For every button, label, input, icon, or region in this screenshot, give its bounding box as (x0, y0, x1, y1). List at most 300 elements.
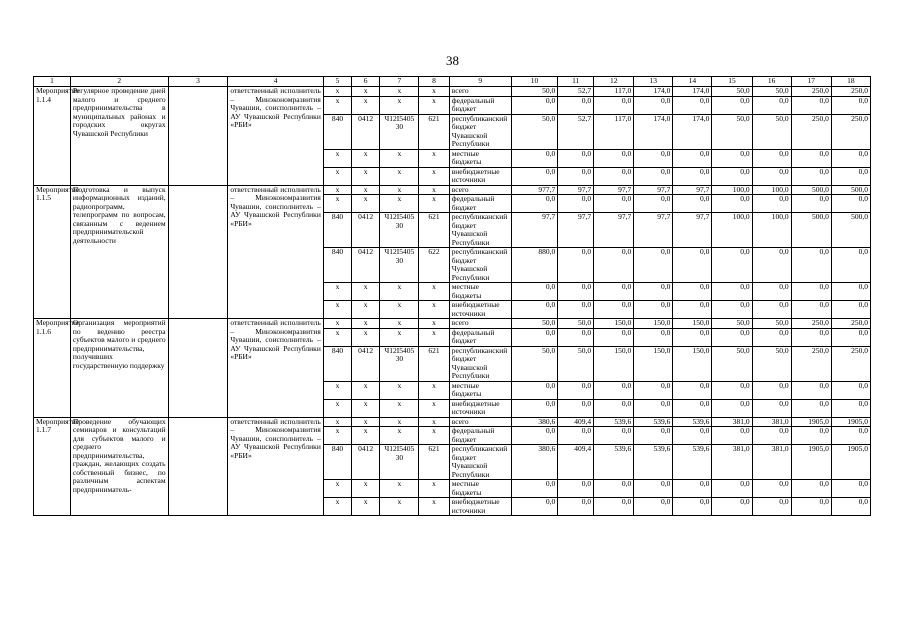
value-cell: 174,0 (634, 114, 673, 149)
code-cell: x (352, 87, 380, 97)
value-cell: 0,0 (634, 149, 673, 167)
value-cell: 0,0 (791, 427, 831, 445)
value-cell: 0,0 (594, 381, 634, 399)
code-cell: x (380, 399, 419, 417)
value-cell: 0,0 (791, 328, 831, 346)
value-cell: 174,0 (673, 114, 712, 149)
value-cell: 0,0 (673, 427, 712, 445)
funding-source: внебюджетные источники (449, 399, 511, 417)
value-cell: 0,0 (634, 301, 673, 319)
value-cell: 50,0 (752, 319, 791, 329)
value-cell: 0,0 (752, 96, 791, 114)
value-cell: 380,6 (511, 445, 558, 480)
value-cell: 50,0 (511, 87, 558, 97)
value-cell: 539,6 (634, 445, 673, 480)
executor-cell: ответственный исполнитель – Минэкономразвития Чувашии, соисполнитель – АУ Чувашской Республики «РБИ» (228, 417, 324, 516)
value-cell: 97,7 (634, 185, 673, 195)
value-cell: 0,0 (831, 328, 870, 346)
code-cell: x (352, 498, 380, 516)
value-cell: 97,7 (673, 213, 712, 248)
code-cell: x (352, 149, 380, 167)
value-cell: 0,0 (594, 498, 634, 516)
value-cell: 0,0 (558, 328, 594, 346)
value-cell: 0,0 (712, 399, 752, 417)
code-cell: x (419, 381, 449, 399)
value-cell: 0,0 (594, 195, 634, 213)
value-cell: 100,0 (712, 185, 752, 195)
value-cell: 0,0 (752, 195, 791, 213)
value-cell: 500,0 (791, 185, 831, 195)
value-cell: 0,0 (594, 149, 634, 167)
value-cell: 250,0 (791, 346, 831, 381)
code-cell: x (419, 167, 449, 185)
value-cell: 0,0 (594, 328, 634, 346)
value-cell: 0,0 (673, 399, 712, 417)
value-cell: 0,0 (791, 96, 831, 114)
value-cell: 0,0 (673, 283, 712, 301)
code-cell: x (352, 96, 380, 114)
funding-source: местные бюджеты (449, 381, 511, 399)
value-cell: 0,0 (558, 301, 594, 319)
code-cell: 0412 (352, 213, 380, 248)
value-cell: 0,0 (634, 283, 673, 301)
value-cell: 250,0 (791, 319, 831, 329)
activity-label: Мероприятие 1.1.4 (34, 87, 71, 186)
value-cell: 0,0 (511, 195, 558, 213)
value-cell: 0,0 (634, 248, 673, 283)
value-cell: 0,0 (752, 149, 791, 167)
value-cell: 0,0 (712, 283, 752, 301)
empty-cell (168, 417, 228, 516)
code-cell: x (352, 417, 380, 427)
value-cell: 0,0 (673, 149, 712, 167)
code-cell: 0412 (352, 445, 380, 480)
value-cell: 100,0 (752, 213, 791, 248)
code-cell: 840 (323, 248, 351, 283)
header-cell: 10 (511, 77, 558, 87)
value-cell: 250,0 (831, 87, 870, 97)
value-cell: 97,7 (594, 213, 634, 248)
code-cell: x (323, 319, 351, 329)
code-cell: Ч12I5405 30 (380, 213, 419, 248)
value-cell: 381,0 (752, 417, 791, 427)
value-cell: 0,0 (634, 381, 673, 399)
value-cell: 0,0 (831, 498, 870, 516)
code-cell: x (352, 381, 380, 399)
value-cell: 50,0 (511, 114, 558, 149)
value-cell: 0,0 (594, 167, 634, 185)
value-cell: 150,0 (634, 346, 673, 381)
value-cell: 0,0 (558, 248, 594, 283)
value-cell: 0,0 (712, 195, 752, 213)
code-cell: 840 (323, 445, 351, 480)
value-cell: 0,0 (831, 301, 870, 319)
value-cell: 381,0 (712, 417, 752, 427)
code-cell: x (380, 149, 419, 167)
code-cell: x (352, 301, 380, 319)
value-cell: 0,0 (791, 498, 831, 516)
value-cell: 0,0 (712, 381, 752, 399)
activity-label: Мероприятие 1.1.7 (34, 417, 71, 516)
value-cell: 0,0 (511, 480, 558, 498)
code-cell: 621 (419, 213, 449, 248)
value-cell: 117,0 (594, 114, 634, 149)
code-cell: x (352, 427, 380, 445)
value-cell: 100,0 (752, 185, 791, 195)
value-cell: 50,0 (752, 114, 791, 149)
code-cell: x (419, 149, 449, 167)
funding-source: всего (449, 87, 511, 97)
header-cell: 18 (831, 77, 870, 87)
funding-source: федеральный бюджет (449, 195, 511, 213)
code-cell: x (380, 498, 419, 516)
value-cell: 0,0 (511, 301, 558, 319)
activity-description: Организация мероприятий по ведению реестра субъектов малого и среднего предпринимательства, получивших государственную поддержку (70, 319, 168, 418)
code-cell: x (323, 498, 351, 516)
code-cell: x (323, 96, 351, 114)
code-cell: Ч12I5405 30 (380, 346, 419, 381)
code-cell: Ч12I5405 30 (380, 445, 419, 480)
value-cell: 1905,0 (831, 445, 870, 480)
code-cell: x (419, 480, 449, 498)
code-cell: x (352, 283, 380, 301)
value-cell: 0,0 (558, 480, 594, 498)
value-cell: 0,0 (831, 381, 870, 399)
value-cell: 0,0 (594, 399, 634, 417)
code-cell: 0412 (352, 114, 380, 149)
value-cell: 0,0 (673, 498, 712, 516)
table-row (34, 87, 871, 97)
value-cell: 500,0 (831, 185, 870, 195)
code-cell: x (323, 195, 351, 213)
code-cell: x (323, 167, 351, 185)
value-cell: 0,0 (752, 283, 791, 301)
value-cell: 0,0 (712, 328, 752, 346)
code-cell: x (380, 96, 419, 114)
value-cell: 0,0 (673, 381, 712, 399)
value-cell: 0,0 (634, 480, 673, 498)
value-cell: 0,0 (558, 381, 594, 399)
value-cell: 0,0 (673, 96, 712, 114)
value-cell: 250,0 (791, 114, 831, 149)
value-cell: 0,0 (511, 381, 558, 399)
value-cell: 97,7 (673, 185, 712, 195)
code-cell: x (323, 427, 351, 445)
header-cell: 7 (380, 77, 419, 87)
value-cell: 0,0 (712, 167, 752, 185)
value-cell: 174,0 (673, 87, 712, 97)
code-cell: x (380, 381, 419, 399)
page-number: 38 (446, 53, 459, 68)
activity-description: Проведение обучающих семинаров и консультаций для субъектов малого и среднего предпринимательства, граждан, желающих создать собственный бизнес, по различным аспектам предприниматель- (70, 417, 168, 516)
value-cell: 0,0 (712, 149, 752, 167)
code-cell: x (323, 328, 351, 346)
value-cell: 0,0 (673, 195, 712, 213)
code-cell: x (323, 399, 351, 417)
value-cell: 0,0 (752, 167, 791, 185)
value-cell: 539,6 (673, 417, 712, 427)
value-cell: 50,0 (511, 319, 558, 329)
value-cell: 97,7 (558, 213, 594, 248)
value-cell: 0,0 (712, 480, 752, 498)
value-cell: 97,7 (511, 213, 558, 248)
value-cell: 150,0 (673, 346, 712, 381)
code-cell: x (380, 319, 419, 329)
code-cell: x (419, 417, 449, 427)
funding-source: республиканский бюджет Чувашской Республики (449, 445, 511, 480)
value-cell: 117,0 (594, 87, 634, 97)
value-cell: 0,0 (752, 301, 791, 319)
code-cell: x (419, 301, 449, 319)
header-row (34, 77, 871, 87)
empty-cell (168, 319, 228, 418)
value-cell: 250,0 (831, 114, 870, 149)
code-cell: 621 (419, 346, 449, 381)
activity-label: Мероприятие 1.1.6 (34, 319, 71, 418)
funding-source: всего (449, 185, 511, 195)
value-cell: 0,0 (594, 427, 634, 445)
code-cell: x (380, 480, 419, 498)
value-cell: 0,0 (634, 399, 673, 417)
value-cell: 0,0 (594, 248, 634, 283)
value-cell: 0,0 (831, 167, 870, 185)
value-cell: 0,0 (712, 96, 752, 114)
executor-cell: ответственный исполнитель – Минэкономразвития Чувашии, соисполнитель – АУ Чувашской Республики «РБИ» (228, 87, 324, 186)
value-cell: 1905,0 (831, 417, 870, 427)
value-cell: 50,0 (511, 346, 558, 381)
value-cell: 0,0 (558, 283, 594, 301)
value-cell: 150,0 (594, 346, 634, 381)
value-cell: 0,0 (791, 399, 831, 417)
funding-source: местные бюджеты (449, 149, 511, 167)
value-cell: 0,0 (752, 248, 791, 283)
code-cell: x (380, 185, 419, 195)
value-cell: 380,6 (511, 417, 558, 427)
code-cell: 840 (323, 346, 351, 381)
value-cell: 0,0 (752, 480, 791, 498)
value-cell: 880,0 (511, 248, 558, 283)
value-cell: 0,0 (673, 167, 712, 185)
code-cell: x (380, 427, 419, 445)
code-cell: x (323, 417, 351, 427)
value-cell: 539,6 (594, 445, 634, 480)
code-cell: 0412 (352, 248, 380, 283)
value-cell: 0,0 (634, 498, 673, 516)
code-cell: Ч12I5405 30 (380, 248, 419, 283)
value-cell: 0,0 (558, 96, 594, 114)
code-cell: x (419, 96, 449, 114)
code-cell: x (380, 301, 419, 319)
code-cell: x (323, 283, 351, 301)
value-cell: 0,0 (634, 195, 673, 213)
code-cell: x (419, 427, 449, 445)
code-cell: Ч12I5405 30 (380, 114, 419, 149)
code-cell: x (380, 167, 419, 185)
code-cell: x (352, 328, 380, 346)
value-cell: 52,7 (558, 87, 594, 97)
value-cell: 52,7 (558, 114, 594, 149)
funding-source: республиканский бюджет Чувашской Республики (449, 346, 511, 381)
value-cell: 500,0 (831, 213, 870, 248)
funding-source: местные бюджеты (449, 283, 511, 301)
code-cell: x (323, 149, 351, 167)
value-cell: 0,0 (712, 248, 752, 283)
funding-source: республиканский бюджет Чувашской Республики (449, 213, 511, 248)
value-cell: 250,0 (831, 319, 870, 329)
executor-cell: ответственный исполнитель – Минэкономразвития Чувашии, соисполнитель – АУ Чувашской Республики «РБИ» (228, 185, 324, 319)
code-cell: x (323, 87, 351, 97)
funding-source: внебюджетные источники (449, 301, 511, 319)
header-cell: 8 (419, 77, 449, 87)
funding-source: всего (449, 319, 511, 329)
value-cell: 0,0 (511, 149, 558, 167)
value-cell: 50,0 (712, 114, 752, 149)
value-cell: 0,0 (594, 301, 634, 319)
header-cell: 15 (712, 77, 752, 87)
value-cell: 977,7 (511, 185, 558, 195)
value-cell: 150,0 (594, 319, 634, 329)
empty-cell (168, 185, 228, 319)
value-cell: 0,0 (831, 283, 870, 301)
funding-source: внебюджетные источники (449, 498, 511, 516)
code-cell: x (323, 185, 351, 195)
value-cell: 0,0 (511, 427, 558, 445)
value-cell: 0,0 (673, 480, 712, 498)
value-cell: 0,0 (673, 301, 712, 319)
empty-cell (168, 87, 228, 186)
value-cell: 0,0 (511, 399, 558, 417)
code-cell: 621 (419, 114, 449, 149)
value-cell: 0,0 (511, 96, 558, 114)
value-cell: 97,7 (594, 185, 634, 195)
code-cell: x (323, 480, 351, 498)
header-cell: 12 (594, 77, 634, 87)
code-cell: x (419, 283, 449, 301)
activity-description: Подготовка и выпуск информационных изданий, радиопрограмм, телепрограмм по вопросам, связанным с ведением предпринимательской деятельности (70, 185, 168, 319)
value-cell: 0,0 (791, 301, 831, 319)
value-cell: 0,0 (791, 195, 831, 213)
funding-source: федеральный бюджет (449, 427, 511, 445)
value-cell: 0,0 (831, 248, 870, 283)
value-cell: 409,4 (558, 445, 594, 480)
value-cell: 0,0 (712, 498, 752, 516)
code-cell: x (419, 319, 449, 329)
value-cell: 50,0 (752, 87, 791, 97)
value-cell: 0,0 (831, 195, 870, 213)
header-cell: 2 (70, 77, 168, 87)
value-cell: 150,0 (673, 319, 712, 329)
value-cell: 0,0 (511, 498, 558, 516)
code-cell: 0412 (352, 346, 380, 381)
header-cell: 16 (752, 77, 791, 87)
code-cell: x (419, 87, 449, 97)
header-cell: 11 (558, 77, 594, 87)
value-cell: 0,0 (712, 301, 752, 319)
value-cell: 0,0 (791, 283, 831, 301)
value-cell: 97,7 (634, 213, 673, 248)
value-cell: 0,0 (558, 149, 594, 167)
code-cell: x (323, 381, 351, 399)
header-cell: 13 (634, 77, 673, 87)
code-cell: x (352, 480, 380, 498)
value-cell: 0,0 (511, 283, 558, 301)
value-cell: 1905,0 (791, 445, 831, 480)
funding-source: федеральный бюджет (449, 96, 511, 114)
value-cell: 0,0 (594, 480, 634, 498)
value-cell: 539,6 (673, 445, 712, 480)
value-cell: 0,0 (791, 167, 831, 185)
header-cell: 4 (228, 77, 324, 87)
value-cell: 0,0 (791, 480, 831, 498)
value-cell: 0,0 (558, 498, 594, 516)
value-cell: 0,0 (791, 381, 831, 399)
code-cell: x (380, 417, 419, 427)
code-cell: 622 (419, 248, 449, 283)
code-cell: x (419, 195, 449, 213)
value-cell: 50,0 (712, 87, 752, 97)
code-cell: 840 (323, 213, 351, 248)
value-cell: 0,0 (752, 328, 791, 346)
code-cell: 840 (323, 114, 351, 149)
value-cell: 0,0 (634, 96, 673, 114)
value-cell: 0,0 (558, 399, 594, 417)
value-cell: 0,0 (752, 381, 791, 399)
code-cell: x (380, 328, 419, 346)
code-cell: x (419, 399, 449, 417)
funding-source: всего (449, 417, 511, 427)
funding-source: местные бюджеты (449, 480, 511, 498)
value-cell: 0,0 (558, 427, 594, 445)
code-cell: x (380, 283, 419, 301)
value-cell: 500,0 (791, 213, 831, 248)
value-cell: 0,0 (634, 427, 673, 445)
value-cell: 50,0 (558, 319, 594, 329)
executor-cell: ответственный исполнитель – Минэкономразвития Чувашии, соисполнитель – АУ Чувашской Республики «РБИ» (228, 319, 324, 418)
value-cell: 50,0 (752, 346, 791, 381)
value-cell: 381,0 (712, 445, 752, 480)
value-cell: 0,0 (752, 399, 791, 417)
header-cell: 3 (168, 77, 228, 87)
value-cell: 250,0 (791, 87, 831, 97)
value-cell: 50,0 (712, 346, 752, 381)
code-cell: x (352, 399, 380, 417)
code-cell: x (352, 319, 380, 329)
code-cell: x (380, 87, 419, 97)
value-cell: 409,4 (558, 417, 594, 427)
header-cell: 5 (323, 77, 351, 87)
value-cell: 50,0 (712, 319, 752, 329)
value-cell: 150,0 (634, 319, 673, 329)
code-cell: x (352, 167, 380, 185)
funding-source: республиканский бюджет Чувашской Республики (449, 114, 511, 149)
value-cell: 0,0 (831, 96, 870, 114)
value-cell: 0,0 (831, 427, 870, 445)
value-cell: 0,0 (634, 328, 673, 346)
code-cell: x (380, 195, 419, 213)
value-cell: 0,0 (673, 248, 712, 283)
value-cell: 250,0 (831, 346, 870, 381)
value-cell: 381,0 (752, 445, 791, 480)
value-cell: 50,0 (558, 346, 594, 381)
budget-table (33, 76, 871, 516)
activity-description: Регулярное проведение дней малого и среднего предпринимательства в муниципальных районах и городских округах Чувашской Республики (70, 87, 168, 186)
code-cell: x (419, 498, 449, 516)
value-cell: 0,0 (712, 427, 752, 445)
value-cell: 174,0 (634, 87, 673, 97)
value-cell: 539,6 (634, 417, 673, 427)
activity-label: Мероприятие 1.1.5 (34, 185, 71, 319)
value-cell: 0,0 (558, 195, 594, 213)
